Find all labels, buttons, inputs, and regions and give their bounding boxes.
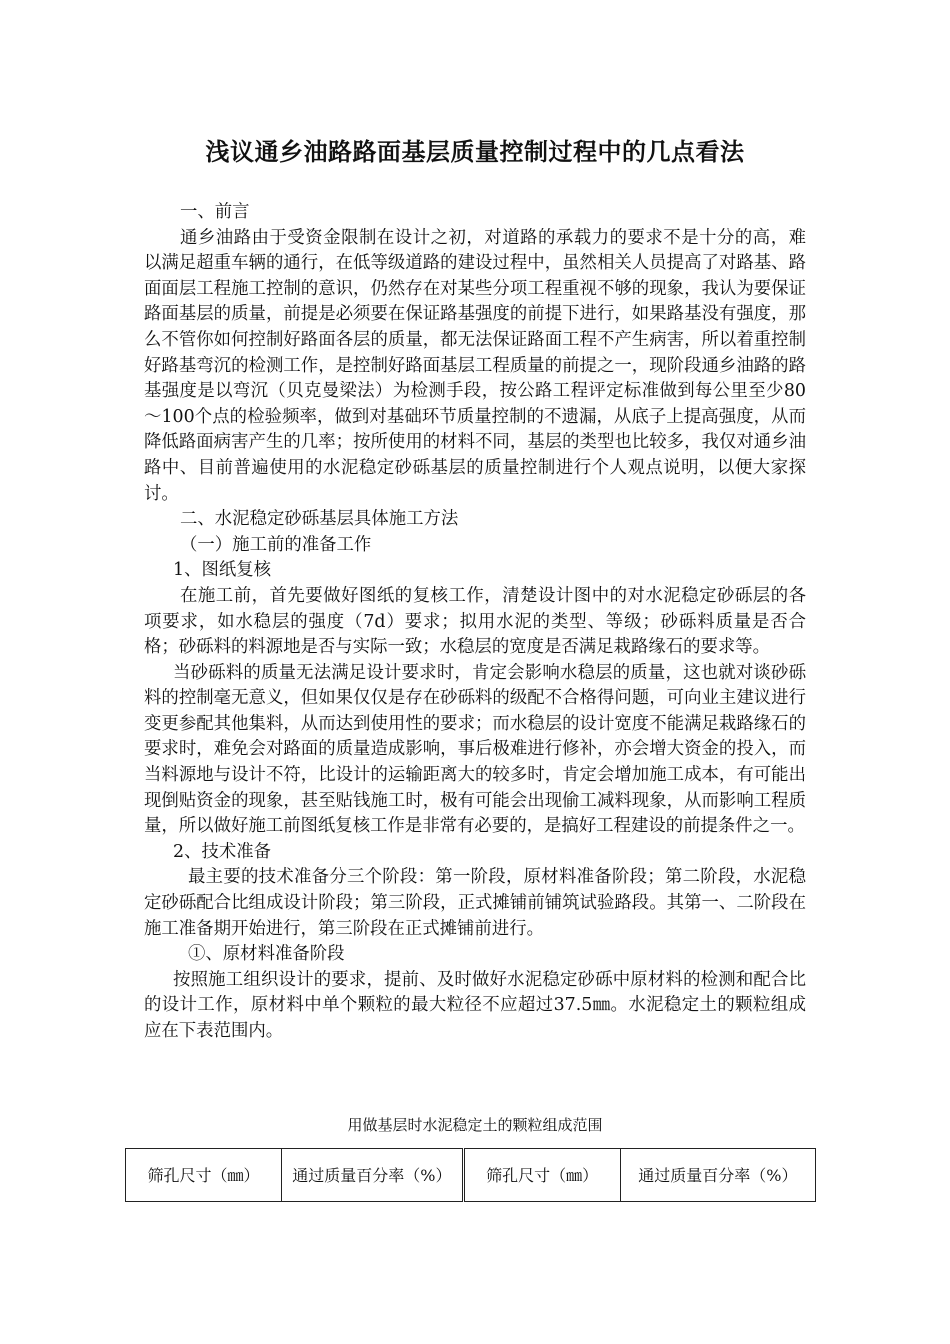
document-body xyxy=(144,200,806,1045)
section-heading: 二、水泥稳定砂砾基层具体施工方法 xyxy=(180,509,459,530)
table-caption: 用做基层时水泥稳定土的颗粒组成范围 xyxy=(347,1116,603,1134)
paragraph: 当砂砾料的质量无法满足设计要求时，肯定会影响水稳层的质量，这也就对谈砂砾料的控制毫无意义，但如果仅仅是存在砂砾料的级配不合格得问题，可向业主建议进行变更参配其他集料，从而达到使用性的要求；而水稳层的设计宽度不能满足栽路缘石的要求时，难免会对路面的质量造成影响，事后极难进行修补，亦会增大资金的投入，而当料源地与设计不符，比设计的运输距离大的较多时，肯定会增加施工成本，有可能出现倒贴资金的现象，甚至贴钱施工时，极有可能会出现偷工减料现象，从而影响工程质量，所以做好施工前图纸复核工作是非常有必要的，是搞好工程建设的前提条件之一。 xyxy=(144,662,806,837)
table-header-cell: 通过质量百分率（%） xyxy=(620,1149,815,1202)
paragraph: 通乡油路由于受资金限制在设计之初，对道路的承载力的要求不是十分的高，难以满足超重车辆的通行，在低等级道路的建设过程中，虽然相关人员提高了对路基、路面面层工程施工控制的意识，仍然存在对某些分项工程重视不够的现象，我认为要保证路面基层的质量，前提是必须要在保证路基强度的前提下进行，如果路基没有强度，那么不管你如何控制好路面各层的质量，都无法保证路面工程不产生病害，所以着重控制好路基弯沉的检测工作，是控制好路面基层工程质量的前提之一，现阶段通乡油路的路基强度是以弯沉（贝克曼梁法）为检测手段，按公路工程评定标准做到每公里至少80～100个点的检验频率，做到对基础环节质量控制的不遗漏，从底子上提高强度，从而降低路面病害产生的几率；按所使用的材料不同，基层的类型也比较多，我仅对通乡油路中、目前普遍使用的水泥稳定砂砾基层的质量控制进行个人观点说明，以便大家探讨。 xyxy=(144,227,806,504)
table-header-row xyxy=(126,1149,816,1202)
paragraph: 在施工前，首先要做好图纸的复核工作，清楚设计图中的对水泥稳定砂砾层的各项要求，如水稳层的强度（7d）要求；拟用水泥的类型、等级；砂砾料质量是否合格；砂砾料的料源地是否与实际一致；水稳层的宽度是否满足栽路缘石的要求等。 xyxy=(144,585,806,658)
table-header-cell: 筛孔尺寸（㎜） xyxy=(126,1149,282,1202)
subsection-heading: （一）施工前的准备工作 xyxy=(180,534,372,555)
document-title: 浅议通乡油路路面基层质量控制过程中的几点看法 xyxy=(205,138,745,166)
item-heading: 1、图纸复核 xyxy=(173,560,272,581)
table-header-cell: 通过质量百分率（%） xyxy=(282,1149,464,1202)
paragraph: 最主要的技术准备分三个阶段：第一阶段，原材料准备阶段；第二阶段，水泥稳定砂砾配合比组成设计阶段；第三阶段，正式摊铺前铺筑试验路段。其第一、二阶段在施工准备期开始进行，第三阶段在正式摊铺前进行。 xyxy=(144,867,806,939)
paragraph: 按照施工组织设计的要求，提前、及时做好水泥稳定砂砾中原材料的检测和配合比的设计工作，原材料中单个颗粒的最大粒径不应超过37.5㎜。水泥稳定土的颗粒组成应在下表范围内。 xyxy=(144,969,806,1041)
stage-heading: ①、原材料准备阶段 xyxy=(188,944,345,965)
section-heading: 一、前言 xyxy=(180,202,250,222)
table-header-cell: 筛孔尺寸（㎜） xyxy=(463,1149,620,1202)
grain-composition-table xyxy=(125,1148,816,1202)
item-heading: 2、技术准备 xyxy=(173,841,272,862)
